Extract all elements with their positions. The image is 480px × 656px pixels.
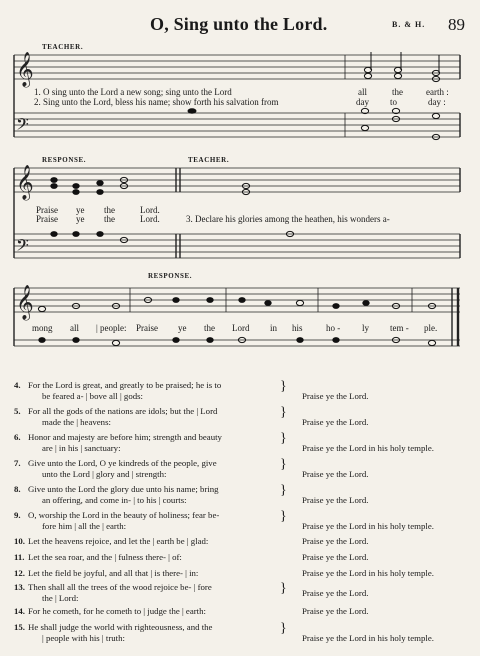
brace-icon: } (280, 431, 287, 446)
lyric-line: 1. O sing unto the Lord a new song; sing unto the Lord (34, 87, 232, 97)
lyric-line: 2. Sing unto the Lord, bless his name; show forth his salvation from (34, 97, 279, 107)
lyric-word: in (270, 323, 278, 333)
verse-text: Honor and majesty are before him; strength and beauty (28, 432, 222, 442)
verse-text: For all the gods of the nations are idols; but the | Lord (28, 406, 218, 416)
lyric-word: the (104, 214, 115, 224)
verse-number: 4. (14, 380, 21, 390)
brace-icon: } (280, 483, 287, 498)
lyric-word: tem - (390, 323, 409, 333)
lyric-word: ye (178, 323, 187, 333)
verse-number: 6. (14, 432, 21, 442)
verse-text: For the Lord is great, and greatly to be praised; he is to (28, 380, 222, 390)
song-title: O, Sing unto the Lord. (150, 14, 328, 34)
lyric-word: to (390, 97, 398, 107)
brace-icon: } (280, 379, 287, 394)
lyric-word: the (392, 87, 403, 97)
lyric-word: ye (76, 214, 85, 224)
verse-number: 5. (14, 406, 21, 416)
verse-response: Praise ye the Lord in his holy temple. (302, 633, 434, 643)
verse-text: an offering, and come in- | to his | courts: (42, 495, 187, 505)
verse-text: be feared a- | bove all | gods: (42, 391, 143, 401)
verse-text: Give unto the Lord, O ye kindreds of the people, give (28, 458, 217, 468)
verse-text: | people with his | truth: (42, 633, 125, 643)
treble-clef-icon: 𝄞 (16, 52, 34, 87)
staff-system3-bass (14, 340, 460, 346)
treble-clef-icon: 𝄞 (16, 165, 34, 200)
verse-text: Let the field be joyful, and all that | is there- | in: (28, 568, 199, 578)
verse-number: 12. (14, 568, 25, 578)
lyric-word: Lord. (140, 205, 160, 215)
verse-text: Then shall all the trees of the wood rejoice be- | fore (28, 582, 212, 592)
verse-response: Praise ye the Lord. (302, 417, 369, 427)
verse-response: Praise ye the Lord in his holy temple. (302, 443, 434, 453)
teacher-label: TEACHER. (42, 43, 84, 51)
response-label: RESPONSE. (42, 156, 87, 164)
verse-text: Let the heavens rejoice, and let the | earth be | glad: (28, 536, 209, 546)
lyric-word: Lord (232, 323, 250, 333)
verse-response: Praise ye the Lord. (302, 552, 369, 562)
lyric-word: Praise (136, 323, 158, 333)
lyric-word: ly (362, 323, 370, 333)
verse-number: 14. (14, 606, 25, 616)
lyric-word: mong (32, 323, 53, 333)
staff-system1-treble (14, 55, 460, 79)
response-label: RESPONSE. (148, 272, 193, 280)
lyric-word: the (104, 205, 115, 215)
brace-icon: } (280, 621, 287, 636)
verse-response: Praise ye the Lord in his holy temple. (302, 521, 434, 531)
staff-system2-treble (14, 168, 460, 192)
lyric-word: Praise (36, 214, 58, 224)
lyric-word: the (204, 323, 215, 333)
lyric-word: | people: (96, 323, 127, 333)
treble-clef-icon: 𝄞 (16, 285, 34, 320)
verse-number: 9. (14, 510, 21, 520)
verse-number: 15. (14, 622, 25, 632)
verse-response: Praise ye the Lord. (302, 469, 369, 479)
verse-text: He shall judge the world with righteousness, and the (28, 622, 213, 632)
verse-text: fore him | all the | earth: (42, 521, 127, 531)
verse-response: Praise ye the Lord. (302, 391, 369, 401)
verse-response: Praise ye the Lord. (302, 606, 369, 616)
verse-text: made the | heavens: (42, 417, 111, 427)
verse-text: For he cometh, for he cometh to | judge the | earth: (28, 606, 206, 616)
verse-response: Praise ye the Lord. (302, 495, 369, 505)
verse-number: 8. (14, 484, 21, 494)
author-mark: B. & H. (392, 20, 426, 29)
lyric-word: Praise (36, 205, 58, 215)
lyric-word: his (292, 323, 303, 333)
verse-number: 11. (14, 552, 25, 562)
verse-text: are | in his | sanctuary: (42, 443, 121, 453)
brace-icon: } (280, 581, 287, 596)
verse-text: Give unto the Lord the glory due unto his name; bring (28, 484, 219, 494)
lyric-word: ye (76, 205, 85, 215)
lyric-word: ple. (424, 323, 438, 333)
verse-response: Praise ye the Lord in his holy temple. (302, 568, 434, 578)
verse-number: 7. (14, 458, 21, 468)
lyric-word: all (70, 323, 79, 333)
lyric-word: all (358, 87, 367, 97)
verse-text: O, worship the Lord in the beauty of holiness; fear be- (28, 510, 220, 520)
verse-number: 10. (14, 536, 25, 546)
lyric-word: ho - (326, 323, 341, 333)
lyric-word: earth : (426, 87, 449, 97)
lyric-line: 3. Declare his glories among the heathen, his wonders a- (186, 214, 390, 224)
staff-system2-bass (14, 234, 460, 258)
lyric-word: day (356, 97, 369, 107)
verse-response: Praise ye the Lord. (302, 536, 369, 546)
verse-text: the | Lord: (42, 593, 79, 603)
brace-icon: } (280, 405, 287, 420)
brace-icon: } (280, 509, 287, 524)
verse-text: Let the sea roar, and the | fulness there- | of: (28, 552, 182, 562)
lyric-word: day : (428, 97, 446, 107)
teacher-label: TEACHER. (188, 156, 230, 164)
brace-icon: } (280, 457, 287, 472)
bass-clef-icon: 𝄢 (16, 114, 29, 138)
bass-clef-icon: 𝄢 (16, 235, 29, 259)
verse-text: unto the Lord | glory and | strength: (42, 469, 167, 479)
verse-response: Praise ye the Lord. (302, 588, 369, 598)
verse-number: 13. (14, 582, 25, 592)
page-number: 89 (448, 15, 465, 34)
lyric-word: Lord. (140, 214, 160, 224)
